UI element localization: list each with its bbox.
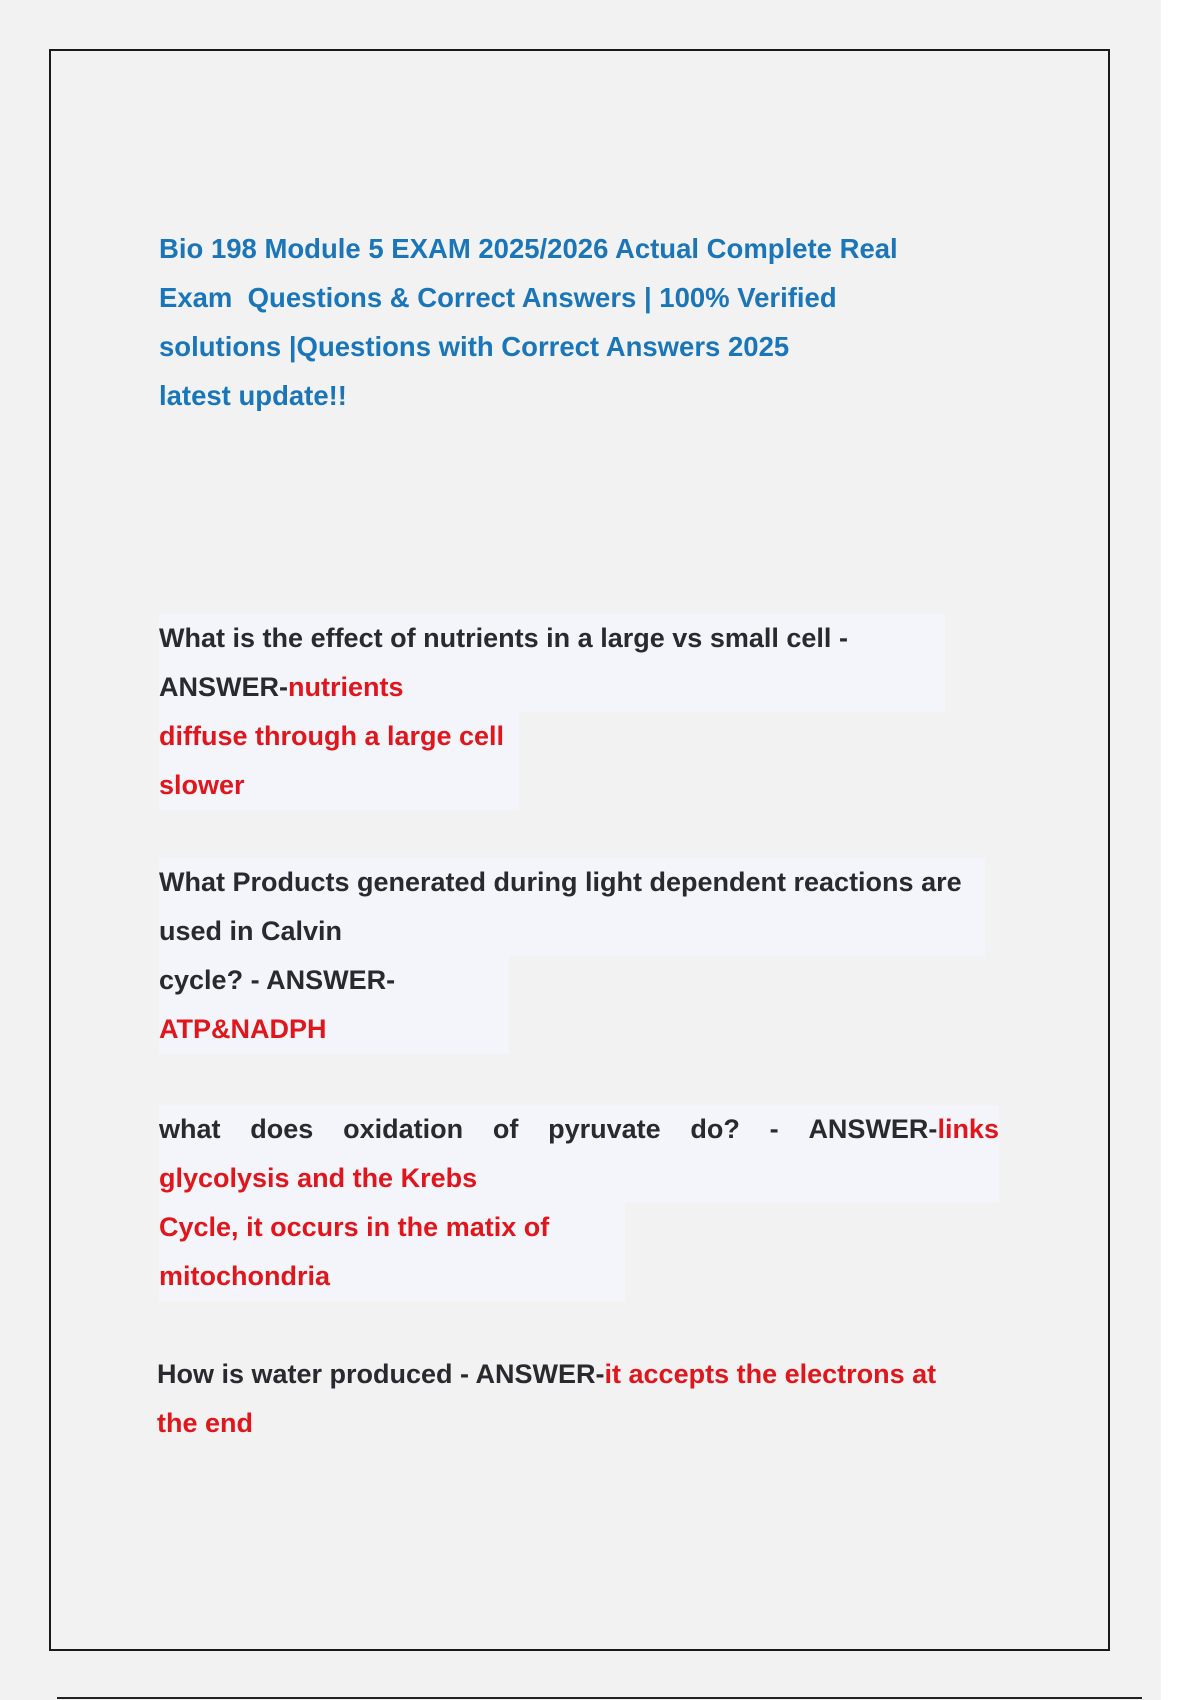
- qa-2-question-line: cycle? - ANSWER-: [159, 965, 396, 995]
- qa-3-answer: links: [937, 1114, 999, 1144]
- title-line: Exam Questions & Correct Answers | 100% Verified: [159, 282, 837, 313]
- qa-4-answer-line: the end: [157, 1408, 254, 1438]
- qa-3-block-a: [159, 1105, 999, 1203]
- qa-1-block-b: [159, 712, 519, 810]
- qa-4-question-line: How is water produced - ANSWER-it accepts the electrons at: [157, 1359, 937, 1389]
- qa-1-block-a: [159, 614, 945, 712]
- qa-2-question-line: What Products generated during light dependent reactions are: [159, 867, 962, 897]
- qa-2-answer: ATP&NADPH: [159, 1014, 327, 1044]
- qa-4-answer: it accepts the electrons at: [604, 1359, 937, 1389]
- bottom-rule: [57, 1697, 1142, 1699]
- qa-1-question-line: What is the effect of nutrients in a large vs small cell -: [159, 623, 848, 653]
- qa-1-answer: nutrients: [288, 672, 404, 702]
- qa-item-1: [159, 614, 945, 810]
- qa-item-3: [159, 1105, 999, 1301]
- title-line: latest update!!: [159, 380, 347, 411]
- qa-3-answer-line: glycolysis and the Krebs: [159, 1163, 478, 1193]
- right-margin-strip: [1161, 0, 1200, 1700]
- qa-item-4: [157, 1350, 936, 1448]
- qa-1-answer-line: slower: [159, 770, 245, 800]
- qa-2-block-a: [159, 858, 985, 956]
- qa-2-block-b: [159, 956, 509, 1054]
- qa-3-question-line: what does oxidation of pyruvate do? - ANSWER-links: [159, 1114, 999, 1144]
- qa-2-question-line: used in Calvin: [159, 916, 343, 946]
- qa-3-answer-line: Cycle, it occurs in the matix of: [159, 1212, 550, 1242]
- qa-1-answer-start-line: ANSWER-nutrients: [159, 672, 404, 702]
- document-title: [159, 224, 979, 420]
- qa-3-answer-line: mitochondria: [159, 1261, 331, 1291]
- qa-3-block-b: [159, 1203, 625, 1301]
- title-line: Bio 198 Module 5 EXAM 2025/2026 Actual Complete Real: [159, 233, 898, 264]
- qa-item-2: [159, 858, 985, 1054]
- qa-1-answer-line: diffuse through a large cell: [159, 721, 505, 751]
- title-line: solutions |Questions with Correct Answers 2025: [159, 331, 790, 362]
